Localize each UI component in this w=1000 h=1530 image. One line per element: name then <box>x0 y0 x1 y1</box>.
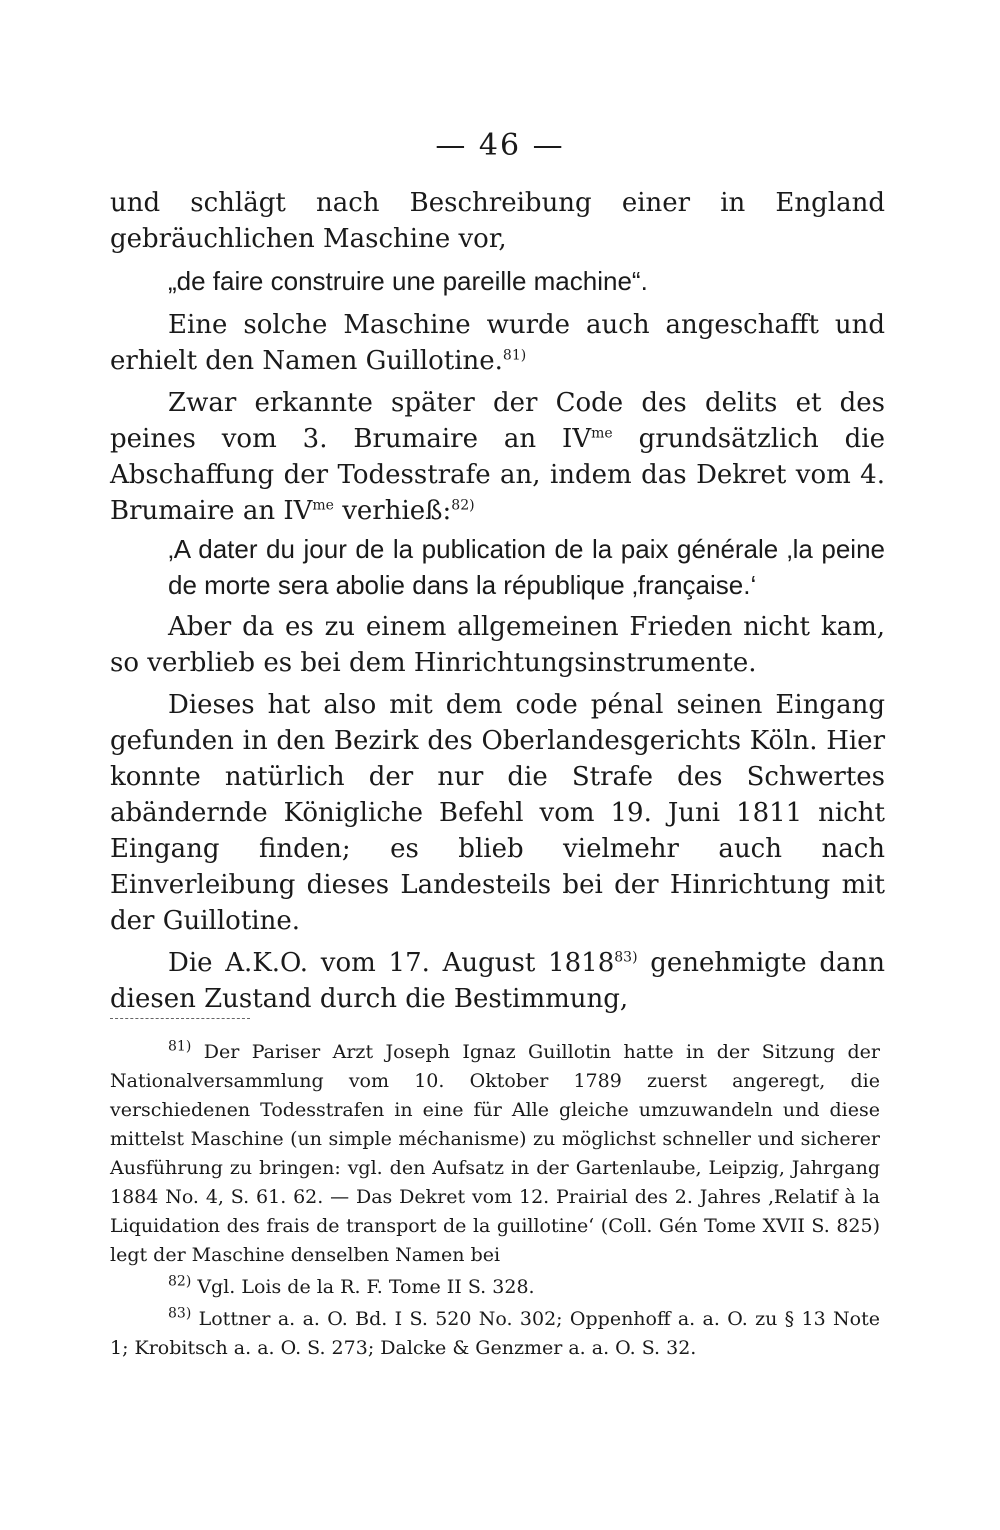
quote-decree: ‚A dater du jour de la publication de la paix générale ‚la peine de morte sera abolie dans la république ‚française.‘ <box>168 534 885 600</box>
paragraph-1: und schlägt nach Beschreibung einer in England gebräuchlichen Maschine vor, <box>110 188 885 254</box>
footnote-83: $^{83)}$ Lottner a. a. O. Bd. I S. 520 No. 302; Oppenhoff a. a. O. zu § 13 Note 1; Krobitsch a. a. O. S. 273; Dalcke & Genzmer a. a. O. S. 32. <box>110 1305 880 1359</box>
footnote-ref-83: 83) <box>614 949 638 966</box>
footnote-ref-82: 82) <box>451 497 475 514</box>
quote-machine: „de faire construire une pareille machine“. <box>168 266 648 296</box>
paragraph-guillotine: Eine solche Maschine wurde auch angeschafft und erhielt den Namen Guillotine.$^{81)}$ <box>110 310 885 376</box>
paragraph-code: Zwar erkannte später der Code des delits et des peines vom 3. Brumaire an $IV^{me}$ grundsätzlich die Abschaffung der Todesstrafe an, indem das Dekret vom 4. Brumaire an $IV^{me}$ verhieß:$^{82)}$ <box>110 388 885 526</box>
footnote-ref-81: 81) <box>502 347 527 364</box>
footnote-81: $^{81)}$ Der Pariser Arzt Joseph Ignaz Guillotin hatte in der Sitzung der Nationalversammlung vom 10. Oktober 1789 zuerst angeregt, die verschiedenen Todesstrafen in eine für Alle gleiche umzuwandeln und diese mittelst Maschine (un simple méchanisme) zu möglichst schneller und sicherer Ausführung zu bringen: vgl. den Aufsatz in der Gartenlaube, Leipzig, Jahrgang 1884 No. 4, S. 61. 62. — Das Dekret vom 12. Prairial des 2. Jahres ‚Relatif à la Liquidation des frais de transport de la guillotine‘ (Coll. Gén Tome XVII S. 825) legt der Maschine denselben Namen bei <box>110 1038 880 1266</box>
paragraph-code-penal: Dieses hat also mit dem code pénal seinen Eingang gefunden in den Bezirk des Oberlandesgerichts Köln. Hier konnte natürlich der nur die Strafe des Schwertes abändernde Königliche Befehl vom 19. Juni 1811 nicht Eingang finden; es blieb vielmehr auch nach Einverleibung dieses Landesteils bei der Hinrichtung mit der Guillotine. <box>110 690 885 936</box>
footnote-divider <box>110 1018 250 1019</box>
page-number: — 46 — <box>435 128 565 163</box>
paragraph-ako: Die A.K.O. vom 17. August 1818$^{83)}$ genehmigte dann diesen Zustand durch die Bestimmung, <box>110 948 885 1014</box>
footnote-82: $^{82)}$ Vgl. Lois de la R. F. Tome II S. 328. <box>168 1273 535 1298</box>
main-text <box>110 185 885 1017</box>
footnotes <box>110 1038 880 1363</box>
paragraph-frieden: Aber da es zu einem allgemeinen Frieden nicht kam, so verblieb es bei dem Hinrichtungsinstrumente. <box>110 612 885 678</box>
